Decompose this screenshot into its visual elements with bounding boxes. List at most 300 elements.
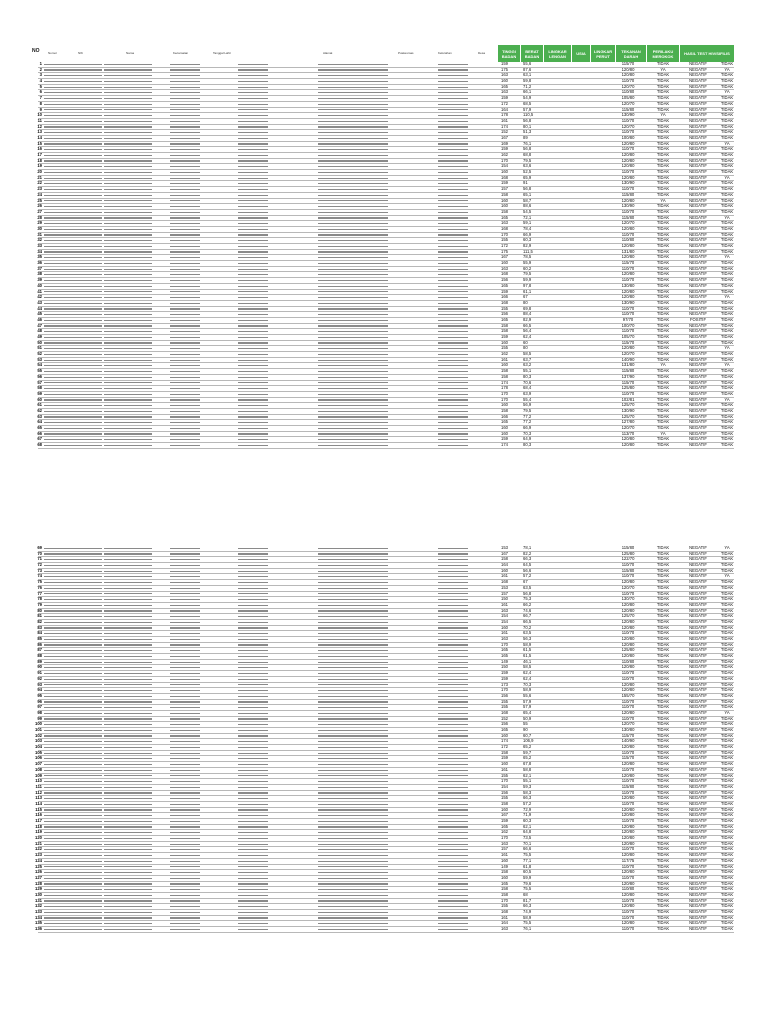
illegible-cell <box>238 599 268 600</box>
illegible-cell <box>170 730 200 731</box>
berat-badan-cell: 78,4 <box>523 226 532 231</box>
illegible-cell <box>238 360 268 361</box>
merokok-cell: TIDAK <box>656 289 670 294</box>
tinggi-badan-cell: 159 <box>501 96 508 101</box>
illegible-cell <box>170 855 200 856</box>
illegible-cell <box>44 251 66 252</box>
illegible-cell <box>438 75 468 76</box>
illegible-cell <box>44 138 66 139</box>
illegible-cell <box>104 172 152 173</box>
illegible-cell <box>104 878 152 879</box>
tinggi-badan-cell: 159 <box>501 147 508 152</box>
illegible-cell <box>44 297 66 298</box>
hasil-hiv-cell: NEGATIF <box>689 204 707 209</box>
tinggi-badan-cell: 165 <box>501 654 508 659</box>
illegible-cell <box>318 217 388 218</box>
hasil-sifilis-cell: YA <box>724 397 730 402</box>
row-number: 67 <box>37 437 42 442</box>
row-number: 57 <box>37 380 42 385</box>
hasil-hiv-cell: NEGATIF <box>689 113 707 118</box>
row-number: 42 <box>37 295 42 300</box>
hasil-sifilis-cell: YA <box>724 255 730 260</box>
illegible-cell <box>170 234 200 235</box>
hasil-hiv-cell: NEGATIF <box>689 688 707 693</box>
illegible-cell <box>44 644 66 645</box>
hasil-sifilis-cell: TIDAK <box>720 597 734 602</box>
illegible-cell <box>438 741 468 742</box>
berat-badan-cell: 70,6 <box>523 380 532 385</box>
merokok-cell: TIDAK <box>656 921 670 926</box>
hasil-sifilis-cell: TIDAK <box>720 676 734 681</box>
tinggi-badan-cell: 159 <box>501 335 508 339</box>
hasil-sifilis-cell: TIDAK <box>720 619 734 624</box>
merokok-cell: TIDAK <box>656 374 670 379</box>
merokok-cell: TIDAK <box>656 904 670 909</box>
berat-badan-cell: 97,8 <box>523 283 532 288</box>
illegible-cell <box>104 855 152 856</box>
hasil-sifilis-cell: TIDAK <box>720 591 734 596</box>
hasil-sifilis-cell: YA <box>724 363 730 368</box>
illegible-cell <box>104 559 152 560</box>
tekanan-darah-cell: 120/70 <box>621 101 635 106</box>
merokok-cell: TIDAK <box>656 710 670 715</box>
illegible-cell <box>170 160 200 161</box>
tinggi-badan-cell: 159 <box>501 819 508 823</box>
illegible-cell <box>318 622 388 623</box>
illegible-cell <box>104 605 152 606</box>
row-number: 94 <box>37 688 42 693</box>
illegible-cell <box>44 707 66 708</box>
illegible-cell <box>44 280 66 281</box>
merokok-cell: TIDAK <box>656 625 670 630</box>
illegible-cell <box>66 155 102 156</box>
berat-badan-cell: 59,3 <box>523 784 532 789</box>
berat-badan-cell: 58,5 <box>523 352 532 357</box>
illegible-cell <box>104 240 152 241</box>
merokok-cell: TIDAK <box>656 414 670 419</box>
illegible-cell <box>66 872 102 873</box>
hasil-hiv-cell: NEGATIF <box>689 363 707 368</box>
tekanan-darah-cell: 131/80 <box>621 249 635 254</box>
hasil-hiv-cell: NEGATIF <box>689 84 707 89</box>
illegible-cell <box>170 593 200 594</box>
hasil-sifilis-cell: TIDAK <box>720 437 734 442</box>
berat-badan-cell: 111,5 <box>523 249 533 254</box>
hasil-hiv-cell: NEGATIF <box>689 295 707 300</box>
illegible-cell <box>438 770 468 771</box>
illegible-cell <box>44 217 66 218</box>
tekanan-darah-cell: 110/70 <box>621 847 635 852</box>
illegible-cell <box>66 331 102 332</box>
illegible-cell <box>66 166 102 167</box>
illegible-cell <box>170 75 200 76</box>
hasil-sifilis-cell: TIDAK <box>720 881 734 886</box>
illegible-cell <box>318 121 388 122</box>
illegible-cell <box>66 354 102 355</box>
illegible-cell <box>66 747 102 748</box>
hasil-sifilis-cell: TIDAK <box>720 671 734 676</box>
illegible-cell <box>170 206 200 207</box>
illegible-cell <box>170 212 200 213</box>
illegible-cell <box>44 360 66 361</box>
illegible-cell <box>438 92 468 93</box>
hasil-hiv-cell: NEGATIF <box>689 654 707 659</box>
hasil-sifilis-cell: TIDAK <box>720 910 734 914</box>
tekanan-darah-cell: 110/80 <box>621 238 635 243</box>
berat-badan-cell: 61,8 <box>523 864 532 869</box>
illegible-cell <box>238 832 268 833</box>
merokok-cell: TIDAK <box>656 158 670 163</box>
illegible-cell <box>44 416 66 417</box>
tekanan-darah-cell: 110/70 <box>621 187 635 192</box>
illegible-cell <box>170 781 200 782</box>
illegible-cell <box>170 411 200 412</box>
illegible-cell <box>66 81 102 82</box>
illegible-cell <box>170 576 200 577</box>
illegible-cell <box>170 428 200 429</box>
illegible-cell <box>104 861 152 862</box>
tinggi-badan-cell: 155 <box>501 346 508 351</box>
tinggi-badan-cell: 158 <box>501 887 508 892</box>
illegible-cell <box>438 240 468 241</box>
tinggi-badan-cell: 172 <box>501 244 508 248</box>
illegible-cell <box>238 866 268 867</box>
merokok-cell: TIDAK <box>656 187 670 192</box>
illegible-cell <box>44 246 66 247</box>
tekanan-darah-cell: 140/90 <box>621 357 635 362</box>
illegible-cell <box>438 849 468 850</box>
row-number: 108 <box>35 767 42 772</box>
illegible-cell <box>238 166 268 167</box>
hasil-sifilis-cell: TIDAK <box>720 403 734 408</box>
illegible-cell <box>438 866 468 867</box>
berat-badan-cell: 58,9 <box>523 642 532 647</box>
illegible-cell <box>170 849 200 850</box>
row-number: 99 <box>37 716 42 721</box>
illegible-cell <box>438 371 468 372</box>
illegible-cell <box>66 445 102 446</box>
hasil-hiv-cell: NEGATIF <box>689 733 707 738</box>
tekanan-darah-cell: 120/80 <box>621 141 635 146</box>
merokok-cell: TIDAK <box>656 676 670 681</box>
illegible-cell <box>238 75 268 76</box>
illegible-cell <box>104 684 152 685</box>
illegible-cell <box>66 735 102 736</box>
tekanan-darah-cell: 120/70 <box>621 585 635 590</box>
illegible-cell <box>318 917 388 918</box>
hasil-hiv-cell: NEGATIF <box>689 767 707 772</box>
tinggi-badan-cell: 158 <box>501 750 508 755</box>
hasil-sifilis-cell: TIDAK <box>720 135 734 140</box>
tekanan-darah-cell: 125/70 <box>621 414 635 419</box>
illegible-cell <box>66 411 102 412</box>
illegible-cell <box>170 588 200 589</box>
berat-badan-cell: 81,7 <box>523 898 532 903</box>
illegible-cell <box>66 792 102 793</box>
berat-badan-cell: 80,3 <box>523 374 532 379</box>
tekanan-darah-cell: 127/80 <box>621 420 635 425</box>
tekanan-darah-cell: 120/80 <box>621 295 635 300</box>
illegible-cell <box>66 724 102 725</box>
merokok-cell: TIDAK <box>656 79 670 84</box>
illegible-cell <box>104 109 152 110</box>
illegible-cell <box>318 753 388 754</box>
illegible-cell <box>66 69 102 70</box>
illegible-cell <box>238 889 268 890</box>
illegible-cell <box>318 126 388 127</box>
tinggi-badan-cell: 161 <box>501 602 508 607</box>
hasil-sifilis-cell: TIDAK <box>720 801 734 806</box>
berat-badan-cell: 75,3 <box>523 597 532 602</box>
tekanan-darah-cell: 110/70 <box>621 864 635 869</box>
tekanan-darah-cell: 120/80 <box>621 619 635 624</box>
hasil-hiv-cell: NEGATIF <box>689 266 707 271</box>
illegible-cell <box>170 861 200 862</box>
berat-badan-cell: 65,4 <box>523 710 532 715</box>
row-number: 101 <box>35 728 42 732</box>
illegible-cell <box>318 787 388 788</box>
illegible-cell <box>318 303 388 304</box>
merokok-cell: TIDAK <box>656 255 670 260</box>
berat-badan-cell: 57,9 <box>523 699 532 704</box>
tekanan-darah-cell: 120/80 <box>621 158 635 163</box>
tekanan-darah-cell: 110/70 <box>621 790 635 795</box>
hasil-hiv-cell: NEGATIF <box>689 101 707 106</box>
illegible-cell <box>44 895 66 896</box>
illegible-cell <box>104 257 152 258</box>
illegible-cell <box>438 644 468 645</box>
tekanan-darah-cell: 120/80 <box>621 830 635 835</box>
illegible-cell <box>438 895 468 896</box>
illegible-cell <box>104 223 152 224</box>
berat-badan-cell: 76,1 <box>523 927 532 932</box>
illegible-cell <box>170 559 200 560</box>
hasil-hiv-cell: NEGATIF <box>689 710 707 715</box>
tekanan-darah-cell: 105/80 <box>621 96 635 101</box>
tinggi-badan-cell: 161 <box>501 767 508 772</box>
illegible-cell <box>104 627 152 628</box>
illegible-cell <box>104 246 152 247</box>
merokok-cell: TIDAK <box>656 369 670 374</box>
row-number: 29 <box>37 221 42 226</box>
illegible-cell <box>66 707 102 708</box>
berat-badan-cell: 60,5 <box>523 870 532 875</box>
merokok-cell: TIDAK <box>656 443 670 448</box>
berat-badan-cell: 57,9 <box>523 107 532 112</box>
illegible-cell <box>66 416 102 417</box>
tekanan-darah-cell: 130/90 <box>621 408 635 413</box>
illegible-cell <box>44 92 66 93</box>
illegible-cell <box>238 399 268 400</box>
tinggi-badan-cell: 155 <box>501 699 508 704</box>
illegible-cell <box>438 104 468 105</box>
illegible-cell <box>44 633 66 634</box>
tekanan-darah-cell: 120/80 <box>621 841 635 846</box>
illegible-cell <box>44 690 66 691</box>
tekanan-darah-cell: 110/70 <box>621 563 635 568</box>
illegible-cell <box>438 650 468 651</box>
illegible-cell <box>170 314 200 315</box>
illegible-cell <box>104 923 152 924</box>
row-number: 93 <box>37 682 42 687</box>
header-alamat: Alamat <box>323 51 333 55</box>
illegible-cell <box>318 872 388 873</box>
berat-badan-cell: 61,5 <box>523 654 532 659</box>
illegible-cell <box>238 741 268 742</box>
tekanan-darah-cell: 110/70 <box>621 170 635 175</box>
berat-badan-cell: 51,3 <box>523 130 532 135</box>
illegible-cell <box>318 770 388 771</box>
merokok-cell: TIDAK <box>656 841 670 846</box>
illegible-cell <box>170 923 200 924</box>
illegible-cell <box>438 758 468 759</box>
illegible-cell <box>66 605 102 606</box>
illegible-cell <box>66 303 102 304</box>
tekanan-darah-cell: 120/80 <box>621 625 635 630</box>
merokok-cell: TIDAK <box>656 801 670 806</box>
row-number: 90 <box>37 665 42 670</box>
berat-badan-cell: 70,3 <box>523 682 532 687</box>
tekanan-darah-cell: 120/80 <box>621 745 635 750</box>
illegible-cell <box>44 200 66 201</box>
hasil-sifilis-cell: TIDAK <box>720 625 734 630</box>
row-number: 12 <box>37 124 42 129</box>
tekanan-darah-cell: 110/70 <box>621 676 635 681</box>
illegible-cell <box>44 735 66 736</box>
illegible-cell <box>438 639 468 640</box>
illegible-cell <box>66 883 102 884</box>
tinggi-badan-cell: 165 <box>501 728 508 732</box>
hasil-hiv-cell: FOSITIF <box>689 317 707 322</box>
illegible-cell <box>238 900 268 901</box>
illegible-cell <box>44 553 66 554</box>
hasil-hiv-cell: NEGATIF <box>689 170 707 175</box>
berat-badan-cell: 63,6 <box>523 164 532 169</box>
hasil-sifilis-cell: TIDAK <box>720 84 734 89</box>
illegible-cell <box>318 325 388 326</box>
tekanan-darah-cell: 120/80 <box>621 255 635 260</box>
illegible-cell <box>44 610 66 611</box>
header-usia: USIA <box>572 45 590 62</box>
merokok-cell: TIDAK <box>656 551 670 556</box>
illegible-cell <box>66 189 102 190</box>
illegible-cell <box>238 269 268 270</box>
hasil-sifilis-cell: TIDAK <box>720 665 734 670</box>
illegible-cell <box>318 906 388 907</box>
illegible-cell <box>318 741 388 742</box>
illegible-cell <box>44 713 66 714</box>
illegible-cell <box>318 342 388 343</box>
berat-badan-cell: 110,5 <box>523 113 534 118</box>
illegible-cell <box>318 679 388 680</box>
illegible-cell <box>438 753 468 754</box>
illegible-cell <box>104 98 152 99</box>
tekanan-darah-cell: 110/70 <box>621 779 635 784</box>
illegible-cell <box>318 883 388 884</box>
merokok-cell: TIDAK <box>656 716 670 721</box>
row-number: 130 <box>35 892 42 897</box>
illegible-cell <box>44 234 66 235</box>
tinggi-badan-cell: 174 <box>501 124 508 129</box>
illegible-cell <box>318 331 388 332</box>
illegible-cell <box>66 183 102 184</box>
illegible-cell <box>44 872 66 873</box>
row-number: 52 <box>37 352 42 357</box>
illegible-cell <box>104 662 152 663</box>
merokok-cell: TIDAK <box>656 580 670 585</box>
tinggi-badan-cell: 165 <box>501 881 508 886</box>
illegible-cell <box>44 718 66 719</box>
illegible-cell <box>438 331 468 332</box>
hasil-sifilis-cell: TIDAK <box>720 426 734 430</box>
illegible-cell <box>44 445 66 446</box>
illegible-cell <box>66 200 102 201</box>
tinggi-badan-cell: 159 <box>501 437 508 442</box>
row-number: 26 <box>37 204 42 209</box>
tekanan-darah-cell: 110/70 <box>621 79 635 84</box>
illegible-cell <box>238 770 268 771</box>
merokok-cell: TIDAK <box>656 118 670 123</box>
illegible-cell <box>104 314 152 315</box>
tekanan-darah-cell: 120/80 <box>621 853 635 858</box>
illegible-cell <box>438 809 468 810</box>
illegible-cell <box>238 189 268 190</box>
tinggi-badan-cell: 158 <box>501 408 508 413</box>
illegible-cell <box>104 622 152 623</box>
illegible-cell <box>104 917 152 918</box>
header-hasil-test: HASIL TEST HIV/SIFILIS <box>680 45 734 62</box>
illegible-cell <box>318 371 388 372</box>
hasil-sifilis-cell: TIDAK <box>720 312 734 317</box>
illegible-cell <box>318 815 388 816</box>
illegible-cell <box>438 354 468 355</box>
illegible-cell <box>104 724 152 725</box>
row-number: 83 <box>37 625 42 630</box>
row-number: 97 <box>37 705 42 710</box>
illegible-cell <box>44 325 66 326</box>
hasil-sifilis-cell: TIDAK <box>720 289 734 294</box>
illegible-cell <box>238 787 268 788</box>
illegible-cell <box>66 126 102 127</box>
illegible-cell <box>104 433 152 434</box>
illegible-cell <box>238 781 268 782</box>
row-number: 116 <box>35 813 42 818</box>
illegible-cell <box>238 610 268 611</box>
merokok-cell: TIDAK <box>656 386 670 391</box>
illegible-cell <box>104 787 152 788</box>
illegible-cell <box>170 792 200 793</box>
illegible-cell <box>438 160 468 161</box>
merokok-cell: TIDAK <box>656 312 670 317</box>
berat-badan-cell: 55 <box>523 722 528 727</box>
tinggi-badan-cell: 167 <box>501 135 508 140</box>
illegible-cell <box>438 263 468 264</box>
illegible-cell <box>104 377 152 378</box>
illegible-cell <box>318 775 388 776</box>
illegible-cell <box>238 844 268 845</box>
illegible-cell <box>66 775 102 776</box>
row-number: 6 <box>39 90 42 95</box>
illegible-cell <box>438 98 468 99</box>
illegible-cell <box>66 696 102 697</box>
illegible-cell <box>104 667 152 668</box>
hasil-hiv-cell: NEGATIF <box>689 335 707 339</box>
illegible-cell <box>170 639 200 640</box>
berat-badan-cell: 71,9 <box>523 813 532 818</box>
illegible-cell <box>238 394 268 395</box>
illegible-cell <box>170 741 200 742</box>
illegible-cell <box>318 747 388 748</box>
